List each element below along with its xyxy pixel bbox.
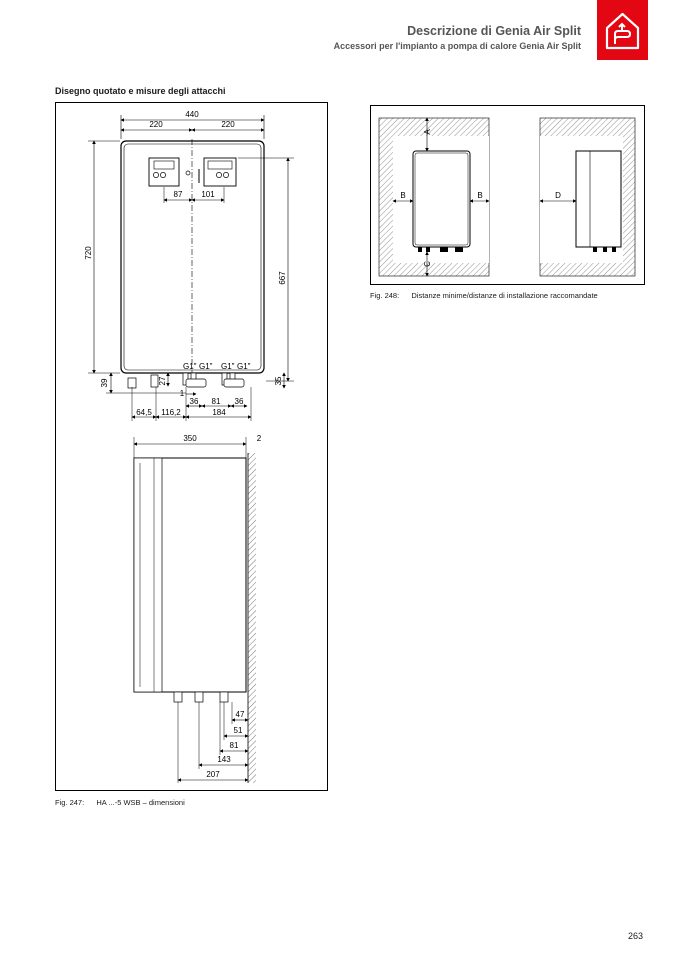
- dim-64-5: 64,5: [136, 408, 152, 417]
- figure-248-label: Fig. 248:: [370, 291, 400, 300]
- section-title: Disegno quotato e misure degli attacchi: [55, 86, 226, 96]
- dim-184: 184: [212, 408, 226, 417]
- label-c: C: [423, 261, 432, 267]
- dim-101: 101: [201, 190, 215, 199]
- conn-g1-1: G1": [183, 362, 197, 371]
- label-b-left: B: [400, 191, 406, 200]
- dim-2: 2: [256, 434, 262, 443]
- dim-1: 1: [179, 389, 185, 398]
- dim-36b: 36: [234, 397, 244, 406]
- dim-440: 440: [185, 110, 199, 119]
- dim-220-right: 220: [221, 120, 235, 129]
- header-subtitle: Accessori per l'impianto a pompa di calore Genia Air Split: [333, 41, 581, 51]
- house-heat-pump-icon: [597, 0, 648, 60]
- dim-47: 47: [235, 710, 245, 719]
- dim-116-2: 116,2: [161, 408, 181, 417]
- page-number: 263: [628, 931, 644, 941]
- conn-g1-2: G1": [199, 362, 213, 371]
- dim-81-side: 81: [229, 741, 239, 750]
- figure-247-caption: [55, 798, 185, 807]
- dim-81: 81: [211, 397, 221, 406]
- dim-51: 51: [233, 726, 243, 735]
- dim-220-left: 220: [149, 120, 163, 129]
- dim-667: 667: [278, 271, 287, 285]
- dim-87: 87: [173, 190, 183, 199]
- unit-front-outline: [121, 141, 264, 373]
- figure-247-frame: [55, 102, 328, 791]
- figure-248-caption: [370, 291, 598, 300]
- brand-logo: [597, 0, 648, 60]
- dim-207: 207: [206, 770, 220, 779]
- figure-248-frame: [370, 105, 645, 285]
- conn-g1-3: G1": [221, 362, 235, 371]
- figure-248-drawing: [371, 106, 644, 284]
- label-b-right: B: [477, 191, 483, 200]
- figure-247-drawing: [56, 103, 327, 790]
- figure-247-text: HA ...-5 WSB – dimensioni: [96, 798, 185, 807]
- label-d: D: [555, 191, 561, 200]
- dim-350: 350: [183, 434, 197, 443]
- dim-36a: 36: [189, 397, 199, 406]
- dim-35: 35: [274, 376, 283, 386]
- dim-39: 39: [100, 378, 109, 388]
- header-title: Descrizione di Genia Air Split: [407, 24, 581, 38]
- dim-720: 720: [84, 246, 93, 260]
- figure-247-label: Fig. 247:: [55, 798, 85, 807]
- dim-27: 27: [158, 376, 167, 386]
- conn-g1-4: G1": [237, 362, 251, 371]
- dim-143: 143: [217, 755, 231, 764]
- figure-248-text: Distanze minime/distanze di installazione raccomandate: [411, 291, 598, 300]
- label-a: A: [423, 129, 432, 135]
